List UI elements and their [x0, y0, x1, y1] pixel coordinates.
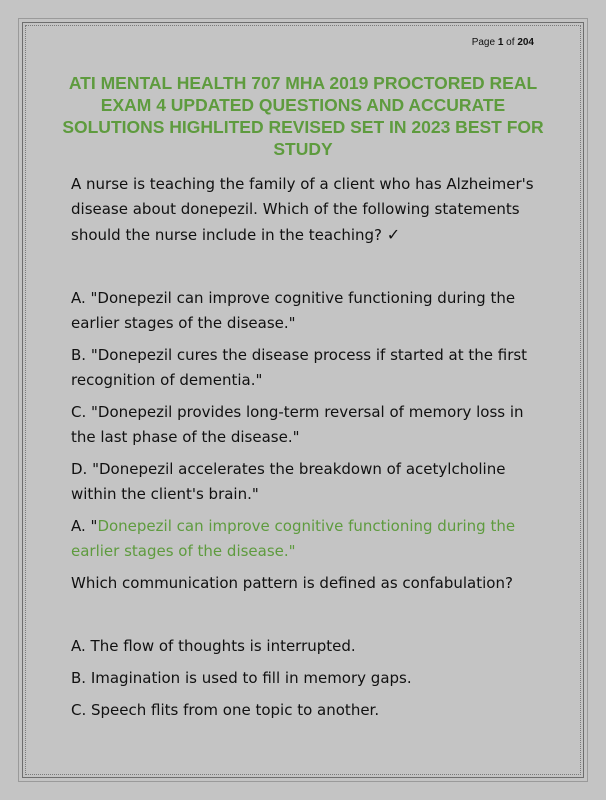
total-pages: 204 — [517, 37, 534, 48]
correct-answer: A. "Donepezil can improve cognitive functioning during the earlier stages of the disease." — [71, 517, 516, 560]
page-number: Page 1 of 204 — [471, 37, 534, 48]
question-2: Which communication pattern is defined as confabulation? — [71, 574, 513, 592]
option-d: D. "Donepezil accelerates the breakdown of acetylcholine within the client's brain." — [71, 460, 506, 503]
option-c: C. "Donepezil provides long-term reversal of memory loss in the last phase of the disease." — [71, 403, 524, 446]
option-b: B. Imagination is used to fill in memory gaps. — [71, 669, 412, 687]
current-page: 1 — [497, 37, 504, 48]
option-b: B. "Donepezil cures the disease process if started at the first recognition of dementia." — [71, 346, 528, 389]
document-title: ATI MENTAL HEALTH 707 MHA 2019 PROCTORED REAL EXAM 4 UPDATED QUESTIONS AND ACCURATE SOLUTIONS HIGHLITED REVISED SET IN 2023 BEST FOR STUDY — [62, 73, 544, 159]
question-1: A nurse is teaching the family of a client who has Alzheimer's disease about donepezil. Which of the following statements should the nurse include in the teaching? ✓ — [71, 175, 534, 244]
option-a: A. "Donepezil can improve cognitive functioning during the earlier stages of the disease." — [71, 289, 516, 332]
document-content — [71, 172, 541, 730]
option-a: A. The flow of thoughts is interrupted. — [71, 637, 356, 655]
option-c: C. Speech flits from one topic to another. — [71, 701, 380, 719]
check-icon: ✓ — [386, 225, 401, 244]
